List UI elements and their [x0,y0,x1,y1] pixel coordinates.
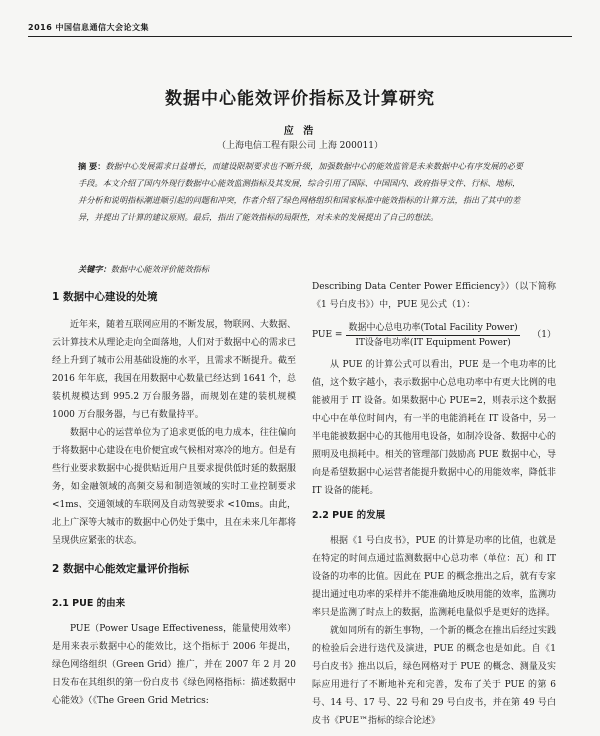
author-name: 应 浩 [283,126,317,137]
section-1-paragraph-1: 近年来，随着互联网应用的不断发展，物联网、大数据、云计算技术从理论走向全面落地，人们对于数据中心的需求已经上升到了城市公用基础设施的水平，且需求不断提升。截至 2016 年年底，我国在用数据中心数量已经达到 1641 个，总装机规模达到 995.2 万台服务器，而规划在建的装机规模 1000 万台服务器，与已有数量持平。 [52,320,296,420]
pue-explanation-paragraph: 从 PUE 的计算公式可以看出，PUE 是一个电功率的比值，这个数字越小，表示数据中心总电功率中有更大比例的电能被用于 IT 设备。如果数据中心 PUE=2，则表示这个数据中心中在单位时间内，有一半的电能消耗在 IT 设备中，另一半电能被数据中心的其他用电设备，如制冷设备、数据中心的照明及电损耗中。相关的管理部门鼓励高 PUE 数据中心，导向是希望数据中心运营者能提升数据中心的用能效率，降低非 IT 设备的能耗。 [312,360,556,496]
abstract-text: 数据中心发展需求日益增长，而建设限制要求也不断升级，加强数据中心的能效监管是未来数据中心有序发展的必要手段。本文介绍了国内外现行数据中心能效监测指标及其发展，综合引用了国际、中国国内、政府指导文件、行标、地标，并分析和说明指标潮进顺引起的问题和冲突，作者介绍了绿色网格组织和国家标准中能效指标的计算方法，指出了其中的差异，并提出了计算的建议原则。最后，指出了能效指标的局限性，对未来的发展提出了自己的想法。 [78,161,523,222]
formula-numerator: 数据中心总电功率(Total Facility Power) [346,321,519,336]
section-1-paragraph-2: 数据中心的运营单位为了追求更低的电力成本，往往偏向于将数据中心建设在电价便宜或气候相对寒冷的地方。但是有些行业要求数据中心提供贴近用户且要求提供低时延的数据服务，如金融领域的高频交易和制造领域的实时工业控制要求 <1ms、交通领域的车联网及自动驾驶要求 <10ms。由此，北上广深等大城市的数据中心仍处于集中，且在未来几年都将呈现供应紧张的状态。 [52,428,296,546]
subsection-2-2-paragraph-1: 根据《1 号白皮书》，PUE 的计算是功率的比值，也就是在特定的时间点通过监测数据中心总功率（单位：瓦）和 IT 设备的功率的比值。因此在 PUE 的概念推出之后，就有专家提出通过电功率的采样并不能准确地反映用能的效率，监测功率只是监测了时点上的数据，监测耗电量似乎是更好的选择。 [312,536,556,618]
section-2-heading: 2 数据中心能效定量评价指标 [52,563,189,575]
subsection-2-2-paragraph-2: 就如同所有的新生事物，一个新的概念在推出后经过实践的检验后会进行迭代及演进，PUE 的概念也是如此。自《1 号白皮书》推出以后，绿色网格对于 PUE 的概念、测量及实际应用进行了不断地补充和完善，发布了关于 PUE 的第 6 号、14 号、17 号、22 号和 29 号白皮书，并在第 49 号白皮书《PUE™指标的综合论述》 [312,626,556,726]
subsection-2-1-heading: 2.1 PUE 的由来 [52,598,126,609]
running-header: 2016 中国信息通信大会论文集 [28,23,150,32]
pue-formula [312,314,556,356]
subsection-2-2-heading: 2.2 PUE 的发展 [312,510,386,521]
formula-fraction [346,321,519,350]
formula-denominator: IT设备电功率(IT Equipment Power) [355,337,511,348]
keywords-text: 数据中心能效评价能效指标 [110,264,210,274]
section-1-heading: 1 数据中心建设的处境 [52,291,158,303]
abstract [78,158,528,226]
continued-paragraph: Describing Data Center Power Efficiency》）（以下简称《1 号白皮书》）中，PUE 见公式（1）： [312,282,556,310]
paper-title: 数据中心能效评价指标及计算研究 [165,89,435,109]
keywords [78,264,528,275]
author-affiliation: （上海电信工程有限公司 上海 200011） [216,141,384,151]
right-column [312,278,556,730]
formula-number: （1） [532,330,556,340]
keywords-label: 关键字： [78,264,111,274]
left-column [52,278,296,710]
abstract-label: 摘 要： [78,161,106,171]
formula-lhs: PUE = [312,330,343,340]
subsection-2-1-paragraph-1: PUE（Power Usage Effectiveness，能量使用效率）是用来表示数据中心的能效比，这个指标于 2006 年提出，绿色网络组织（Green Grid）推广，并在 2007 年 2 月 20 日发布在其组织的第一份白皮书《绿色网格指标：描述数据中心能效》（《The Green Grid Metrics: [52,624,296,706]
header-rule [28,36,572,37]
